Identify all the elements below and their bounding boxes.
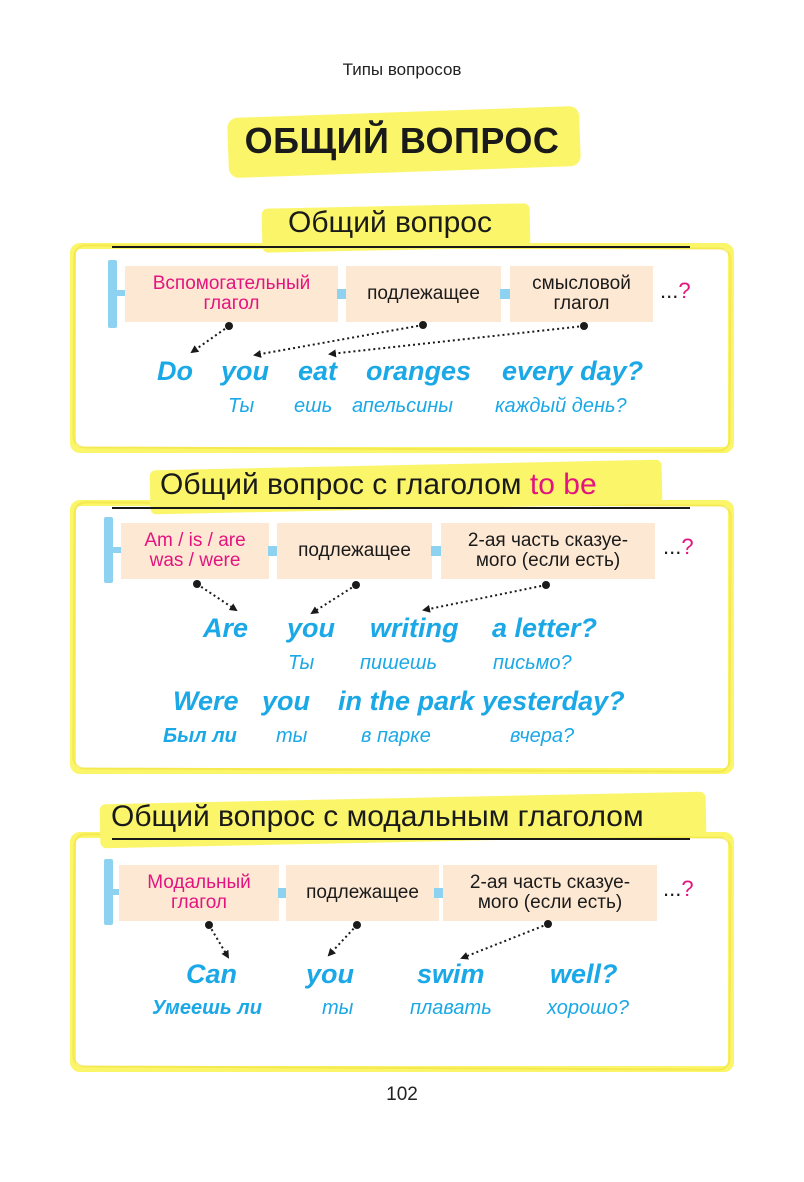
cell-label: мого (если есть) bbox=[477, 892, 623, 913]
example-word: writing bbox=[370, 613, 459, 643]
page-title: ОБЩИЙ ВОПРОС bbox=[244, 120, 560, 161]
cell-label: Модальный bbox=[147, 872, 251, 893]
cell-modal-verb bbox=[119, 865, 279, 921]
cell-label: смысловой глагол bbox=[532, 273, 631, 314]
example-word: Can bbox=[186, 959, 238, 989]
section-rule bbox=[112, 507, 690, 509]
section-title: Общий вопрос с модальным глаголом bbox=[111, 800, 644, 833]
cell-connector bbox=[431, 546, 441, 556]
translation-word: каждый день? bbox=[495, 395, 627, 417]
cell-auxiliary-verb bbox=[125, 266, 338, 322]
section-rule bbox=[112, 246, 690, 248]
translation-word: вчера? bbox=[510, 725, 575, 747]
question-mark: ? bbox=[681, 876, 694, 901]
running-header: Типы вопросов bbox=[342, 60, 462, 79]
section-rule bbox=[112, 838, 690, 840]
example-word: every day? bbox=[502, 356, 644, 386]
cell-predicate-part bbox=[441, 523, 655, 579]
example-word: in the park yesterday? bbox=[338, 686, 625, 716]
page-number: 102 bbox=[386, 1084, 418, 1105]
translation-word: ты bbox=[322, 997, 354, 1019]
translation-word: хорошо? bbox=[547, 997, 629, 1019]
question-ending bbox=[663, 534, 694, 560]
translation-word: в парке bbox=[361, 725, 431, 747]
example-word: well? bbox=[550, 959, 618, 989]
example-word: you bbox=[306, 959, 355, 989]
cell-predicate-part bbox=[443, 865, 657, 921]
cell-label: was / were bbox=[149, 550, 241, 571]
cell-label: мого (если есть) bbox=[475, 550, 621, 571]
cell-label: глагол bbox=[171, 892, 227, 913]
translation-word: Ты bbox=[288, 652, 315, 674]
cell-label: Am / is / are bbox=[144, 530, 246, 551]
translation-word: Ты bbox=[228, 395, 255, 417]
cell-label: подлежащее bbox=[306, 882, 419, 903]
question-mark: ? bbox=[678, 278, 691, 303]
bracket-tick bbox=[106, 547, 122, 553]
bracket-tick bbox=[110, 290, 126, 296]
section-title-to-be: to be bbox=[529, 468, 597, 501]
translation-word: пишешь bbox=[360, 652, 437, 674]
ellipsis: ... bbox=[663, 876, 682, 901]
cell-connector bbox=[500, 289, 510, 299]
translation-word: ты bbox=[276, 725, 308, 747]
example-word: you bbox=[221, 356, 270, 386]
translation-word: апельсины bbox=[352, 395, 454, 417]
example-word: you bbox=[262, 686, 311, 716]
question-ending bbox=[660, 278, 691, 304]
cell-main-verb bbox=[510, 266, 653, 322]
example-word: Are bbox=[203, 613, 249, 643]
example-word: Were bbox=[173, 686, 239, 716]
ellipsis: ... bbox=[660, 278, 679, 303]
section-title bbox=[160, 468, 597, 502]
example-word: a letter? bbox=[492, 613, 598, 643]
example-word: eat bbox=[298, 356, 338, 386]
cell-label: 2-ая часть сказуе- bbox=[469, 872, 631, 893]
example-word: you bbox=[287, 613, 336, 643]
section-title-text: Общий вопрос с глаголом bbox=[160, 468, 522, 501]
translation-word: Был ли bbox=[163, 725, 237, 747]
question-mark: ? bbox=[681, 534, 694, 559]
translation-word: Умеешь ли bbox=[152, 997, 262, 1019]
section-title: Общий вопрос bbox=[288, 206, 492, 239]
translation-word: плавать bbox=[410, 997, 492, 1019]
question-ending bbox=[663, 876, 694, 902]
cell-subject bbox=[346, 266, 501, 322]
cell-label: 2-ая часть сказуе- bbox=[467, 530, 629, 551]
cell-label: Вспомогательный глагол bbox=[152, 273, 311, 314]
cell-label: подлежащее bbox=[298, 540, 411, 561]
cell-label: подлежащее bbox=[367, 283, 480, 304]
cell-to-be-forms bbox=[121, 523, 269, 579]
cell-subject bbox=[277, 523, 432, 579]
ellipsis: ... bbox=[663, 534, 682, 559]
example-word: swim bbox=[417, 959, 485, 989]
translation-word: письмо? bbox=[493, 652, 572, 674]
cell-subject bbox=[286, 865, 439, 921]
example-word: oranges bbox=[366, 356, 472, 386]
example-word: Do bbox=[157, 356, 193, 386]
translation-word: ешь bbox=[294, 395, 333, 417]
